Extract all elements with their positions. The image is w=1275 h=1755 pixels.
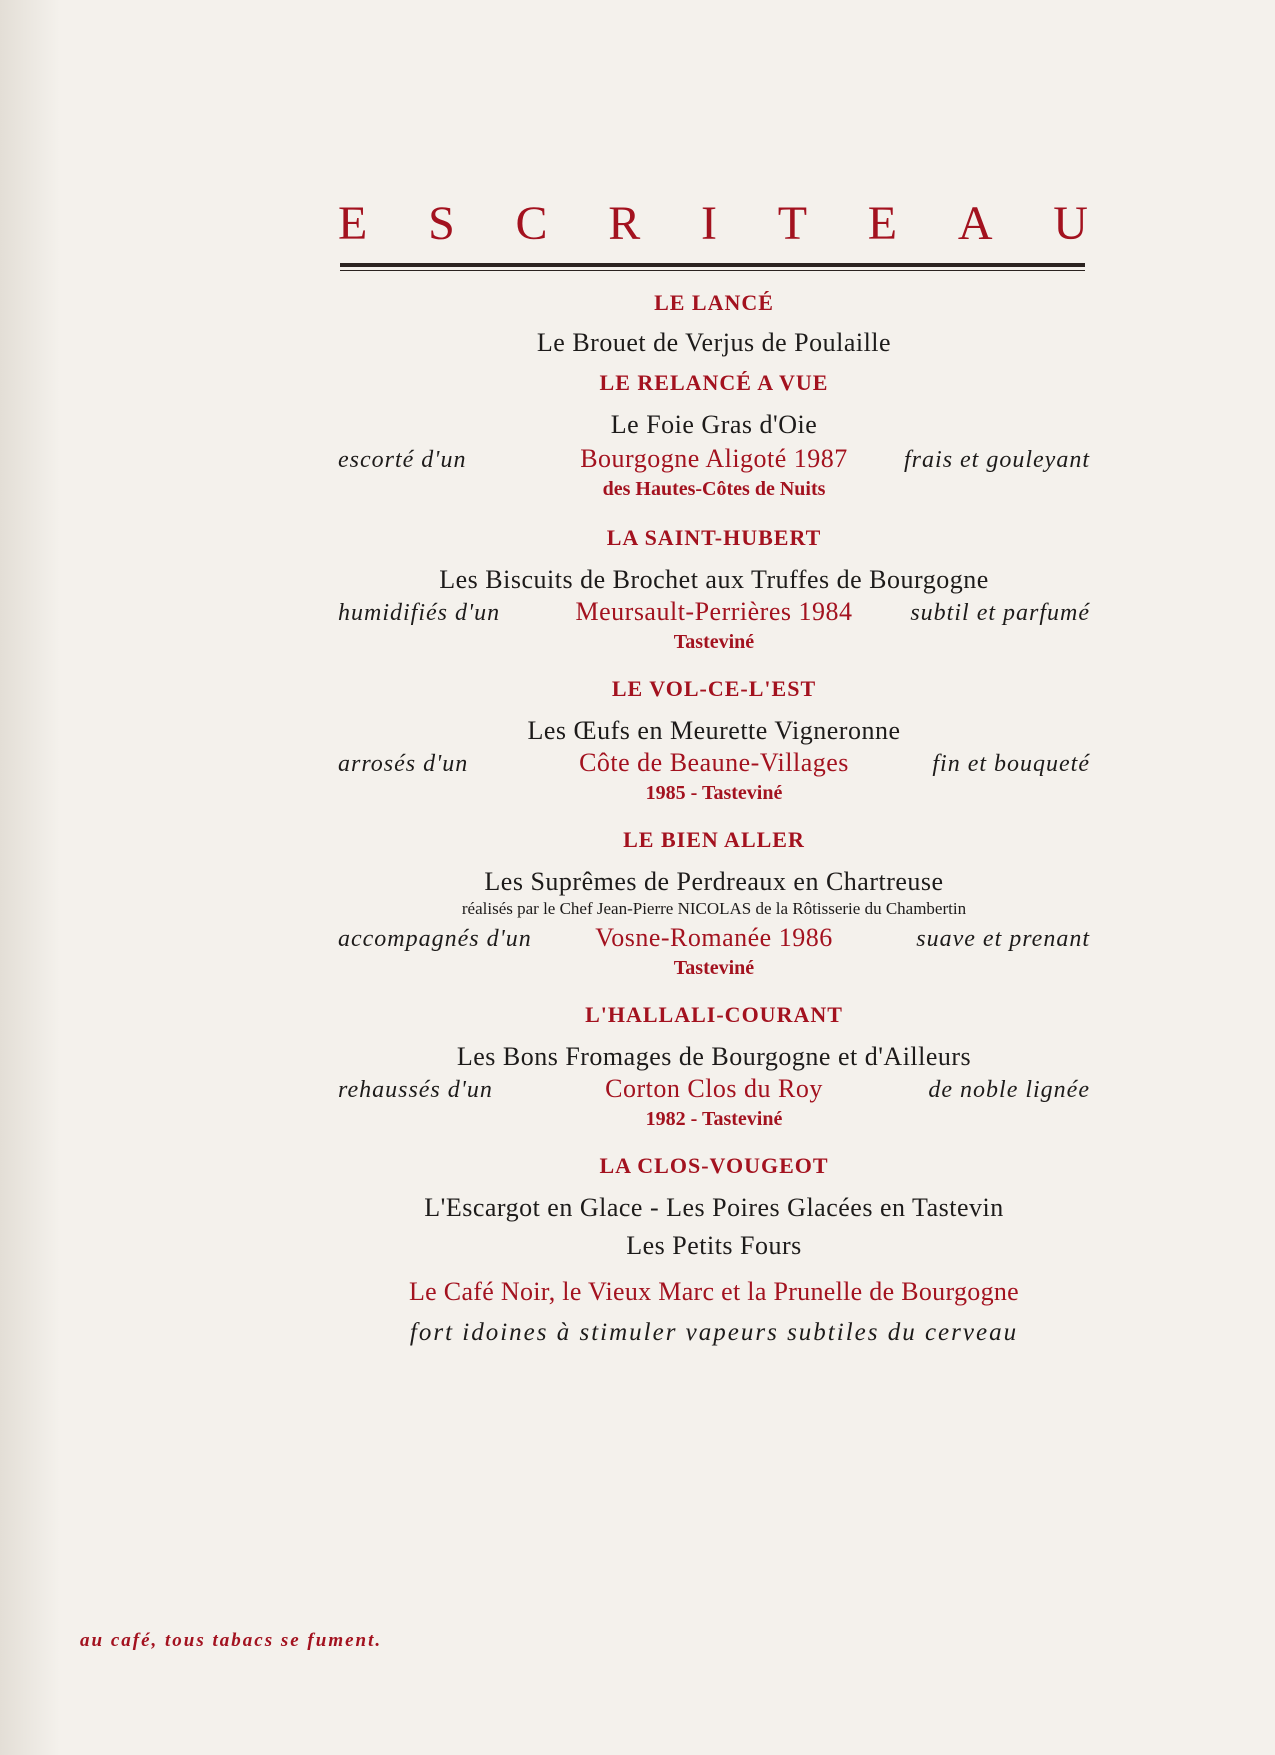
- pairing-lead: accompagnés d'un: [338, 926, 532, 952]
- wine-description: de noble lignée: [928, 1077, 1090, 1103]
- wine-subline: 1985 - Tasteviné: [645, 782, 783, 804]
- wine-subline: Tasteviné: [673, 957, 755, 979]
- course-heading: LA SAINT-HUBERT: [606, 525, 822, 550]
- title-letter: R: [608, 197, 641, 250]
- wine-pairing-row: [338, 597, 1090, 627]
- title-rule-thin: [340, 270, 1085, 271]
- title-letter: E: [867, 197, 898, 250]
- course-heading: LE BIEN ALLER: [623, 827, 805, 852]
- title-rule-thick: [340, 263, 1085, 267]
- pairing-lead: arrosés d'un: [338, 751, 469, 777]
- wine-description: frais et gouleyant: [904, 447, 1090, 473]
- wine-name: Corton Clos du Roy: [605, 1074, 823, 1103]
- wine-pairing-row: [338, 1074, 1090, 1104]
- course-heading: LE RELANCÉ A VUE: [599, 370, 829, 395]
- digestif-tagline: fort idoines à stimuler vapeurs subtiles du cerveau: [409, 1319, 1019, 1346]
- dish-line: Les Œufs en Meurette Vigneronne: [527, 716, 901, 745]
- course-heading: LA CLOS-VOUGEOT: [599, 1153, 829, 1178]
- title-letter: I: [701, 197, 717, 250]
- dish-line: Le Foie Gras d'Oie: [610, 410, 818, 439]
- wine-description: fin et bouqueté: [932, 751, 1090, 777]
- course-heading: LE LANCÉ: [654, 290, 774, 315]
- pairing-lead: humidifiés d'un: [338, 600, 501, 626]
- dish-line: Les Suprêmes de Perdreaux en Chartreuse: [484, 867, 944, 896]
- wine-name: Vosne-Romanée 1986: [595, 923, 833, 952]
- wine-name: Meursault-Perrières 1984: [575, 597, 853, 626]
- title-letter: C: [515, 197, 548, 250]
- course-heading: L'HALLALI-COURANT: [585, 1002, 843, 1027]
- menu-title: [338, 196, 1088, 251]
- dish-line: Les Petits Fours: [626, 1231, 802, 1260]
- dish-line: Les Biscuits de Brochet aux Truffes de Bourgogne: [439, 565, 989, 594]
- title-letter: T: [777, 197, 808, 250]
- digestif-line: Le Café Noir, le Vieux Marc et la Prunelle de Bourgogne: [408, 1277, 1020, 1306]
- title-letter: E: [338, 197, 368, 250]
- wine-name: Bourgogne Aligoté 1987: [580, 444, 848, 473]
- wine-subline: 1982 - Tasteviné: [645, 1108, 783, 1130]
- wine-subline: Tasteviné: [673, 631, 755, 653]
- wine-pairing-row: [338, 923, 1090, 953]
- course-heading: LE VOL-CE-L'EST: [611, 676, 817, 701]
- page-edge-shadow: [0, 0, 60, 1755]
- wine-pairing-row: [338, 748, 1090, 778]
- wine-pairing-row: [338, 444, 1090, 474]
- dish-line: Le Brouet de Verjus de Poulaille: [536, 328, 892, 357]
- menu-body: [338, 282, 1090, 1347]
- pairing-lead: rehaussés d'un: [338, 1077, 493, 1103]
- wine-subline: des Hautes-Côtes de Nuits: [602, 478, 826, 500]
- wine-description: subtil et parfumé: [910, 600, 1090, 626]
- title-letter: U: [1053, 197, 1088, 250]
- wine-name: Côte de Beaune-Villages: [579, 748, 849, 777]
- chef-credit: réalisés par le Chef Jean-Pierre NICOLAS de la Rôtisserie du Chambertin: [461, 899, 967, 918]
- title-letter: A: [957, 197, 993, 250]
- dish-line: L'Escargot en Glace - Les Poires Glacées en Tastevin: [424, 1193, 1004, 1222]
- footnote: au café, tous tabacs se fument.: [80, 1630, 383, 1651]
- dish-line: Les Bons Fromages de Bourgogne et d'Ailleurs: [456, 1042, 972, 1071]
- title-letter: S: [428, 197, 455, 250]
- wine-description: suave et prenant: [916, 926, 1090, 952]
- pairing-lead: escorté d'un: [338, 447, 467, 473]
